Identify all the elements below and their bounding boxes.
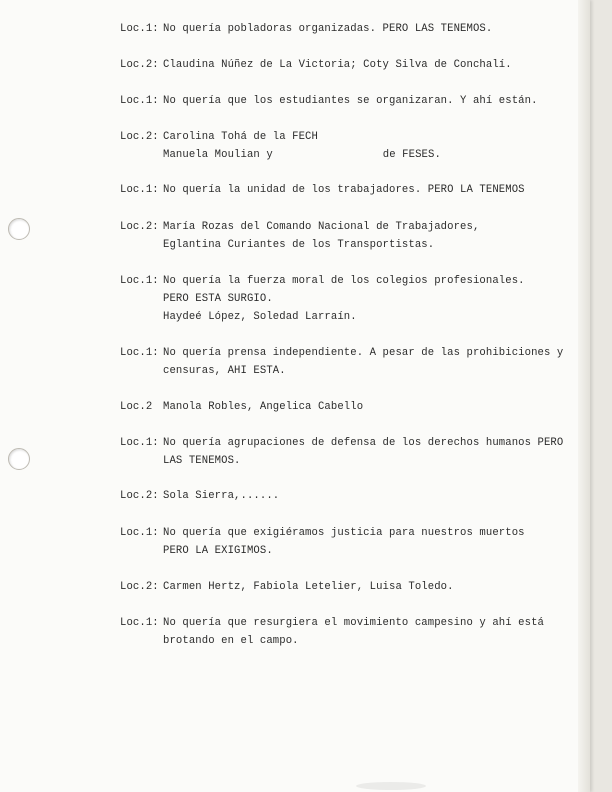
speaker-label: Loc.2	[120, 401, 153, 413]
script-entry-8	[120, 344, 564, 380]
entry-text-continued: Manuela Moulian y	[163, 149, 273, 161]
punch-hole-bottom	[8, 448, 30, 470]
script-entry-11	[120, 487, 550, 505]
speaker-label: Loc.2:	[120, 221, 159, 233]
entry-text: No quería la fuerza moral de los colegios profesionales.	[163, 275, 525, 287]
entry-text: Carolina Tohá de la FECH	[163, 131, 318, 143]
speaker-label: Loc.1:	[120, 184, 159, 196]
speaker-label: Loc.2:	[120, 581, 159, 593]
speaker-label: Loc.1:	[120, 527, 159, 539]
entry-text: No quería que los estudiantes se organizaran. Y ahí están.	[163, 95, 538, 107]
entry-text: No quería prensa independiente. A pesar de las prohibiciones y	[163, 347, 564, 359]
script-entry-7	[120, 272, 550, 326]
speaker-label: Loc.2:	[120, 490, 159, 502]
ink-smudge	[356, 782, 426, 790]
speaker-label: Loc.1:	[120, 23, 159, 35]
entry-text: No quería pobladoras organizadas. PERO LAS TENEMOS.	[163, 23, 493, 35]
script-entry-2	[120, 56, 550, 74]
script-entry-3	[120, 92, 550, 110]
entry-text-continued: de FESES.	[382, 149, 441, 161]
entry-text-continued: Haydeé López, Soledad Larraín.	[163, 311, 357, 323]
entry-text: Carmen Hertz, Fabiola Letelier, Luisa Toledo.	[163, 581, 454, 593]
entry-text: No quería agrupaciones de defensa de los derechos humanos PERO	[163, 437, 564, 449]
entry-text-continued: LAS TENEMOS.	[163, 455, 241, 467]
script-entry-6	[120, 218, 550, 254]
entry-text: María Rozas del Comando Nacional de Trabajadores,	[163, 221, 480, 233]
speaker-label: Loc.1:	[120, 617, 159, 629]
entry-text: No quería la unidad de los trabajadores. PERO LA TENEMOS	[163, 184, 525, 196]
speaker-label: Loc.1:	[120, 347, 159, 359]
script-entry-14	[120, 614, 550, 650]
entry-text: No quería que exigiéramos justicia para nuestros muertos	[163, 527, 525, 539]
entry-text: Sola Sierra,......	[163, 490, 280, 502]
speaker-label: Loc.1:	[120, 275, 159, 287]
script-entry-9	[120, 398, 550, 416]
entry-text: Claudina Núñez de La Victoria; Coty Silva de Conchalí.	[163, 59, 512, 71]
speaker-label: Loc.2:	[120, 131, 159, 143]
script-entry-5	[120, 181, 550, 199]
speaker-label: Loc.1:	[120, 95, 159, 107]
script-entry-13	[120, 578, 550, 596]
speaker-label: Loc.1:	[120, 437, 159, 449]
entry-text-continued: Eglantina Curiantes de los Transportistas.	[163, 239, 435, 251]
script-entry-4	[120, 128, 550, 164]
entry-text-continued: PERO ESTA SURGIO.	[163, 293, 273, 305]
entry-text-continued: PERO LA EXIGIMOS.	[163, 545, 273, 557]
entry-text: Manola Robles, Angelica Cabello	[163, 401, 364, 413]
punch-hole-top	[8, 218, 30, 240]
script-entry-10	[120, 434, 564, 470]
entry-text-continued: censuras, AHI ESTA.	[163, 365, 286, 377]
speaker-label: Loc.2:	[120, 59, 159, 71]
entry-text: No quería que resurgiera el movimiento campesino y ahí está	[163, 617, 544, 629]
script-entry-12	[120, 524, 550, 560]
entry-text-continued: brotando en el campo.	[163, 635, 299, 647]
page-edge-shadow	[578, 0, 590, 792]
script-entry-1	[120, 20, 550, 38]
